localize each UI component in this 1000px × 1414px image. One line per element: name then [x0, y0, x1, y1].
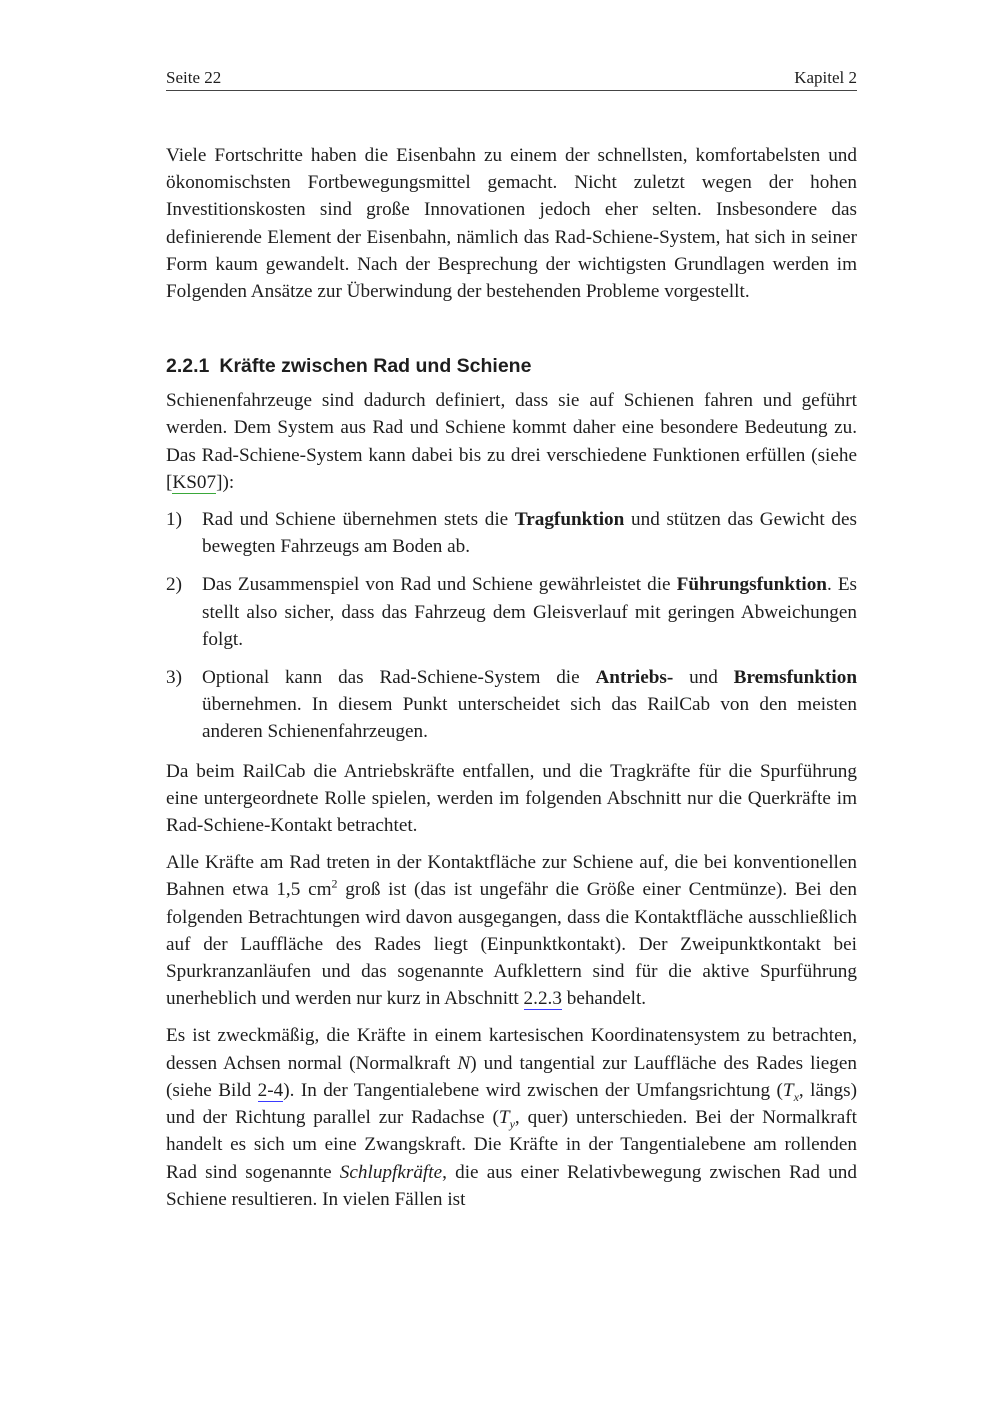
list-item — [166, 664, 857, 746]
paragraph-text: Es ist zweckmäßig, die Kräfte in einem kartesischen Koordinatensystem zu betrachten, dessen Achsen normal (Normalkraft — [166, 1025, 857, 1074]
page-number: Seite 22 — [166, 68, 222, 87]
superscript: 2 — [331, 877, 338, 892]
chapter-label: Kapitel 2 — [794, 68, 857, 87]
section-heading — [166, 353, 857, 379]
paragraph-text: ]): — [216, 471, 235, 493]
list-marker: 3) — [166, 667, 182, 689]
page-body — [166, 142, 857, 1223]
list-text: und stützen das Gewicht des bewegten Fahrzeugs am Boden ab. — [202, 509, 857, 558]
paragraph-text: ) und tangential zur Lauffläche des Rades liegen (siehe Bild — [166, 1052, 857, 1101]
paragraph-text: , längs) und der Richtung parallel zur Radachse ( — [166, 1079, 858, 1129]
term-bold: Antriebs- — [595, 667, 674, 689]
citation-link[interactable]: KS07 — [172, 471, 217, 493]
paragraph-text: behandelt. — [561, 988, 647, 1010]
term-bold: Führungsfunktion — [676, 574, 827, 596]
paragraph-text: , quer) unterschieden. Bei der Normalkraft handelt es sich um eine Zwangskraft. Die Kräfte in der Tangentialebene am rollenden Rad sind sogenannte — [166, 1107, 857, 1183]
list-marker: 1) — [166, 509, 182, 531]
section-title: Kräfte zwischen Rad und Schiene — [219, 355, 532, 378]
emphasis-term: Schlupfkräfte — [339, 1161, 443, 1183]
paragraph-contact-area — [166, 849, 857, 1012]
list-text: . Es stellt also sicher, dass das Fahrzeug dem Gleisverlauf mit geringen Abweichungen folgt. — [202, 574, 858, 650]
paragraph-coordinates — [166, 1022, 857, 1212]
list-text: und — [673, 667, 734, 689]
paragraph-text: ). In der Tangentialebene wird zwischen der Umfangsrichtung ( — [283, 1079, 783, 1101]
section-number: 2.2.1 — [166, 355, 210, 378]
section-reference-link[interactable]: 2.2.3 — [523, 988, 562, 1010]
intro-paragraph: Viele Fortschritte haben die Eisenbahn zu einem der schnellsten, komfortabelsten und ökonomischsten Fortbewegungsmittel gemacht. Nicht zuletzt wegen der hohen Investitionskosten sind große Innovationen jedoch eher selten. Insbesondere das definierende Element der Eisenbahn, nämlich das Rad-Schiene-System, hat sich in seiner Form kaum gewandelt. Nach der Besprechung der wichtigsten Grundlagen werden im Folgenden Ansätze zur Überwindung der bestehenden Probleme vorgestellt. — [166, 145, 857, 303]
subscript-y: y — [509, 1116, 515, 1131]
list-text: Das Zusammenspiel von Rad und Schiene gewährleistet die — [202, 574, 677, 596]
symbol-normal-force: N — [457, 1052, 471, 1074]
list-item — [166, 506, 857, 560]
list-text: Rad und Schiene übernehmen stets die — [202, 509, 515, 531]
symbol-tangential-force: T — [498, 1107, 510, 1129]
list-text: Optional kann das Rad-Schiene-System die — [202, 667, 596, 689]
paragraph-text: , die aus einer Relativbewegung zwischen Rad und Schiene resultieren. In vielen Fällen ist — [166, 1161, 857, 1210]
term-bold: Bremsfunktion — [733, 667, 857, 689]
paragraph-railcab: Da beim RailCab die Antriebskräfte entfallen, und die Tragkräfte für die Spurführung eine untergeordnete Rolle spielen, werden im folgenden Abschnitt nur die Querkräfte im Rad-Schiene-Kontakt betrachtet. — [166, 760, 857, 837]
symbol-tangential-force: T — [782, 1079, 794, 1101]
paragraph-text: groß ist (das ist ungefähr die Größe einer Centmünze). Bei den folgenden Betrachtungen wird davon ausgegangen, dass die Kontaktfläche ausschließlich auf der Lauffläche des Rades liegt (Einpunktkontakt). Der Zweipunktkontakt bei Spurkranzanläufen und das sogenannte Aufklettern sind für die aktive Spurführung unerheblich und werden nur kurz in Abschnitt — [166, 879, 857, 1010]
list-item — [166, 571, 857, 653]
subscript-x: x — [793, 1089, 799, 1104]
list-text: übernehmen. In diesem Punkt unterscheidet sich das RailCab von den meisten anderen Schienenfahrzeugen. — [202, 694, 857, 743]
paragraph-functions-intro — [166, 387, 857, 496]
figure-reference-link[interactable]: 2-4 — [257, 1079, 284, 1101]
function-list — [166, 506, 857, 746]
term-bold: Tragfunktion — [514, 509, 625, 531]
list-marker: 2) — [166, 574, 182, 596]
paragraph-text: Alle Kräfte am Rad treten in der Kontaktfläche zur Schiene auf, die bei konventionellen Bahnen etwa 1,5 cm — [166, 852, 857, 901]
paragraph-text: Schienenfahrzeuge sind dadurch definiert, dass sie auf Schienen fahren und geführt werden. Dem System aus Rad und Schiene kommt daher eine besondere Bedeutung zu. Das Rad-Schiene-System kann dabei bis zu drei verschiedene Funktionen erfüllen (siehe [ — [166, 390, 857, 493]
page-header — [166, 66, 857, 91]
